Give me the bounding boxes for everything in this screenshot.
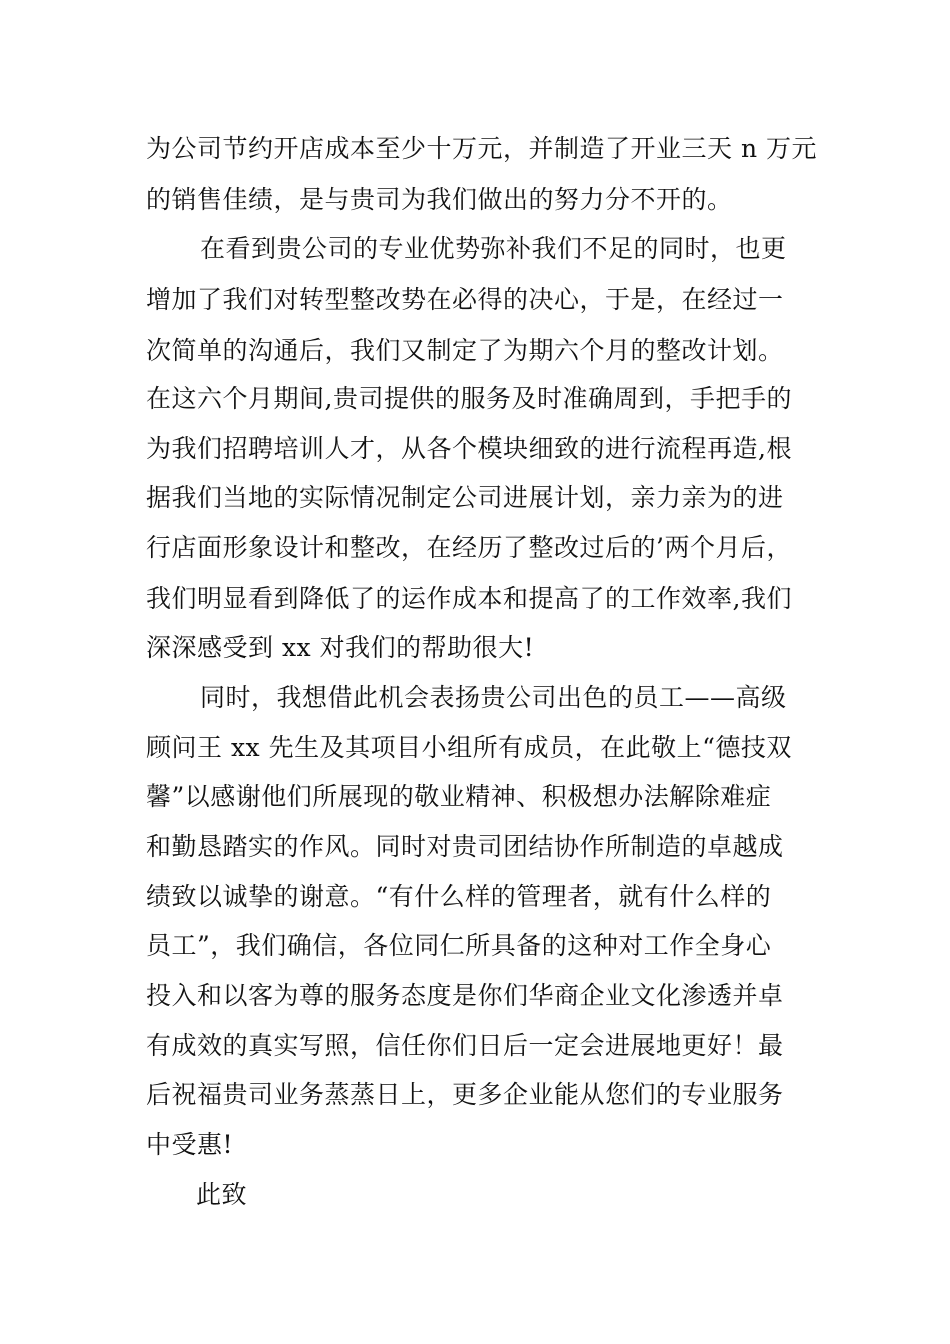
paragraph-line: 据我们当地的实际情况制定公司进展计划，亲力亲为的进 xyxy=(146,483,784,512)
paragraph-line: 和勤恳踏实的作风。同时对贵司团结协作所制造的卓越成 xyxy=(146,832,784,861)
paragraph-line: 绩致以诚挚的谢意。“有什么样的管理者，就有什么样的 xyxy=(146,882,772,911)
paragraph-line: 行店面形象设计和整改，在经历了整改过后的’两个月后， xyxy=(146,533,792,562)
paragraph-line: 后祝福贵司业务蒸蒸日上，更多企业能从您们的专业服务 xyxy=(146,1080,784,1109)
paragraph-line: 员工”，我们确信，各位同仁所具备的这种对工作全身心 xyxy=(146,931,772,960)
paragraph-line: 顾问王 xx 先生及其项目小组所有成员，在此敬上“德技双 xyxy=(146,733,792,762)
paragraph-line: 有成效的真实写照，信任你们日后一定会进展地更好！最 xyxy=(146,1031,784,1060)
paragraph-line: 馨”以感谢他们所展现的敬业精神、积极想办法解除难症 xyxy=(146,782,772,811)
paragraph-line: 中受惠! xyxy=(146,1130,234,1159)
paragraph-line: 投入和以客为尊的服务态度是你们华商企业文化渗透并卓 xyxy=(146,981,784,1010)
paragraph-line: 为我们招聘培训人才，从各个模块细致的进行流程再造,根 xyxy=(146,434,792,463)
paragraph-line: 为公司节约开店成本至少十万元，并制造了开业三天 n 万元 xyxy=(146,134,817,163)
paragraph-first-line: 在看到贵公司的专业优势弥补我们不足的同时，也更 xyxy=(200,234,787,263)
paragraph-line: 增加了我们对转型整改势在必得的决心，于是，在经过一 xyxy=(146,285,784,314)
paragraph-line: 次简单的沟通后，我们又制定了为期六个月的整改计划。 xyxy=(146,336,784,365)
paragraph-line: 深深感受到 xx 对我们的帮助很大! xyxy=(146,633,535,662)
paragraph-first-line: 同时，我想借此机会表扬贵公司出色的员工——高级 xyxy=(200,683,787,712)
closing-salutation: 此致 xyxy=(196,1180,248,1209)
paragraph-line: 在这六个月期间,贵司提供的服务及时准确周到，手把手的 xyxy=(146,384,792,413)
paragraph-line: 的销售佳绩，是与贵司为我们做出的努力分不开的。 xyxy=(146,185,733,214)
paragraph-line: 我们明显看到降低了的运作成本和提高了的工作效率,我们 xyxy=(146,584,792,613)
